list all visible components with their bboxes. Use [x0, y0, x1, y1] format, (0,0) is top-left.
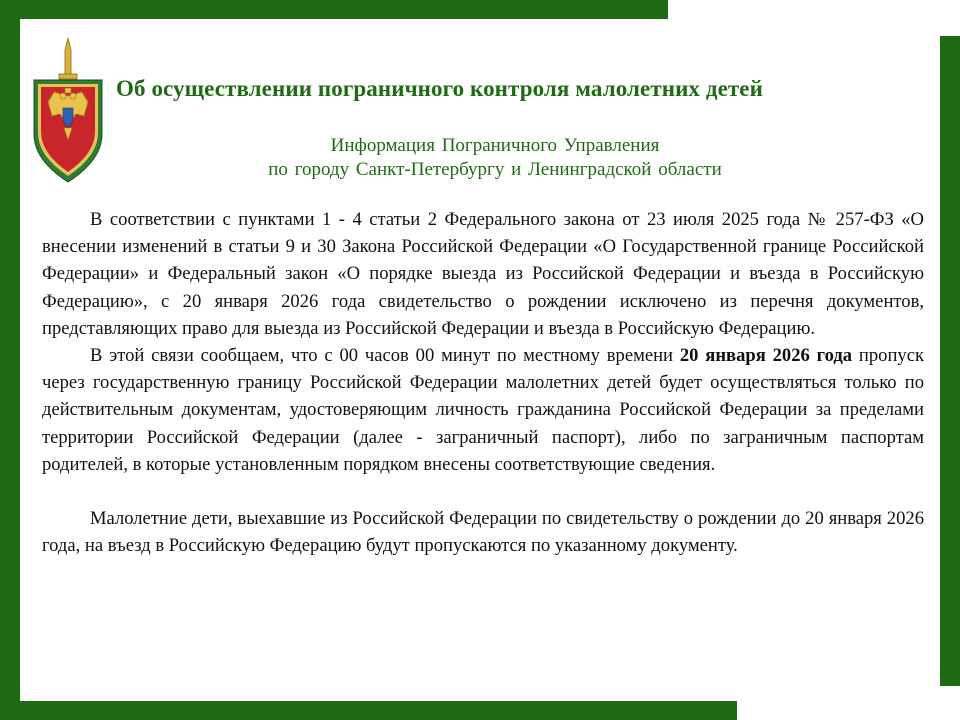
paragraph-3: Малолетние дети, выехавшие из Российской Федерации по свидетельству о рождении до 20 января 2026 года, на въезд в Российскую Федерацию будут пропускаются по указанному документу.: [42, 508, 924, 557]
paragraph-2-rest: пропуск через государственную границу Российской Федерации малолетних детей будет осуществляться только по действительным документам, удостоверяющим личность гражданина Российской Федерации за пределами территории Российской Федерации (далее - заграничный паспорт), либо по заграничным паспортам родителей, в которые установленным порядком внесены соответствующие сведения.: [42, 345, 924, 475]
top-green-bar: [0, 0, 668, 19]
bottom-green-bar: [0, 701, 737, 720]
body-text: [42, 206, 924, 559]
page-title: Об осуществлении пограничного контроля малолетних детей: [116, 76, 763, 101]
subtitle-line-2: по городу Санкт-Петербургу и Ленинградской области: [268, 159, 722, 180]
paragraph-1: В соответствии с пунктами 1 - 4 статьи 2 Федерального закона от 23 июля 2025 года № 257-ФЗ «О внесении изменений в статьи 9 и 30 Закона Российской Федерации «О Государственной границе Российской Федерации» и Федеральный закон «О порядке выезда из Российской Федерации и въезда в Российскую Федерацию», с 20 января 2026 года свидетельство о рождении исключено из перечня документов, представляющих право для выезда из Российской Федерации и въезда в Российскую Федерацию.: [42, 209, 924, 339]
right-green-bar: [940, 36, 960, 686]
paragraph-2-intro: В этой связи сообщаем, что с 00 часов 00 минут по местному времени: [90, 345, 680, 367]
subtitle-line-1: Информация Пограничного Управления: [330, 135, 660, 156]
paragraph-2-date: 20 января 2026 года: [679, 345, 853, 367]
left-green-bar: [0, 0, 20, 720]
border-service-emblem-icon: [30, 36, 106, 186]
paragraph-2: [42, 342, 924, 478]
subtitle: [200, 134, 790, 182]
